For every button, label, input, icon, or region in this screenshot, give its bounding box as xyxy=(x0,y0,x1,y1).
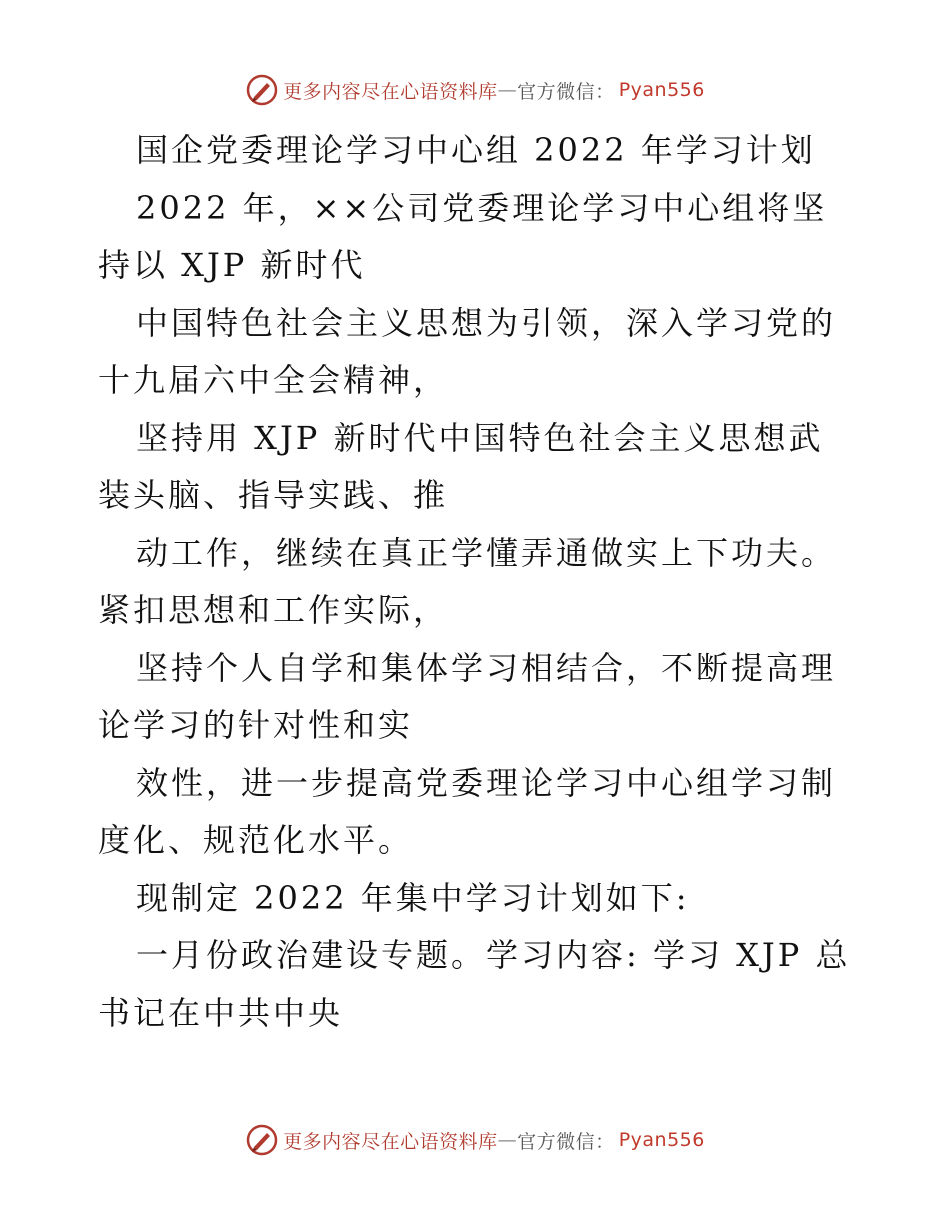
pen-logo-icon xyxy=(245,1123,279,1157)
watermark-separator: — xyxy=(497,1129,518,1151)
wechat-id: Pyan556 xyxy=(618,79,705,101)
paragraph: 一月份政治建设专题。学习内容: 学习 XJP 总书记在中共中央 xyxy=(98,936,851,1032)
document-body xyxy=(98,122,858,1042)
watermark-text: 更多内容尽在心语资料库 xyxy=(283,80,498,103)
paragraph: 坚持个人自学和集体学习相结合，不断提高理论学习的针对性和实 xyxy=(98,648,837,744)
paragraph: 效性，进一步提高党委理论学习中心组学习制度化、规范化水平。 xyxy=(98,763,837,859)
document-title: 国企党委理论学习中心组 2022 年学习计划 xyxy=(136,131,816,169)
watermark-text: 更多内容尽在心语资料库 xyxy=(283,1130,498,1153)
paragraph: 坚持用 XJP 新时代中国特色社会主义思想武装头脑、指导实践、推 xyxy=(98,418,824,514)
pen-logo-icon xyxy=(245,73,279,107)
paragraph: 动工作，继续在真正学懂弄通做实上下功夫。紧扣思想和工作实际， xyxy=(98,533,837,629)
watermark-banner-top xyxy=(0,70,950,110)
wechat-label: 官方微信： xyxy=(517,1130,615,1153)
paragraph: 现制定 2022 年集中学习计划如下: xyxy=(136,878,690,917)
watermark-banner-bottom xyxy=(0,1120,950,1160)
wechat-label: 官方微信： xyxy=(517,80,615,103)
paragraph: 2022 年，××公司党委理论学习中心组将坚持以 XJP 新时代 xyxy=(98,188,828,284)
wechat-id: Pyan556 xyxy=(618,1129,705,1151)
paragraph: 中国特色社会主义思想为引领，深入学习党的十九届六中全会精神， xyxy=(98,303,837,399)
watermark-separator: — xyxy=(497,79,518,101)
